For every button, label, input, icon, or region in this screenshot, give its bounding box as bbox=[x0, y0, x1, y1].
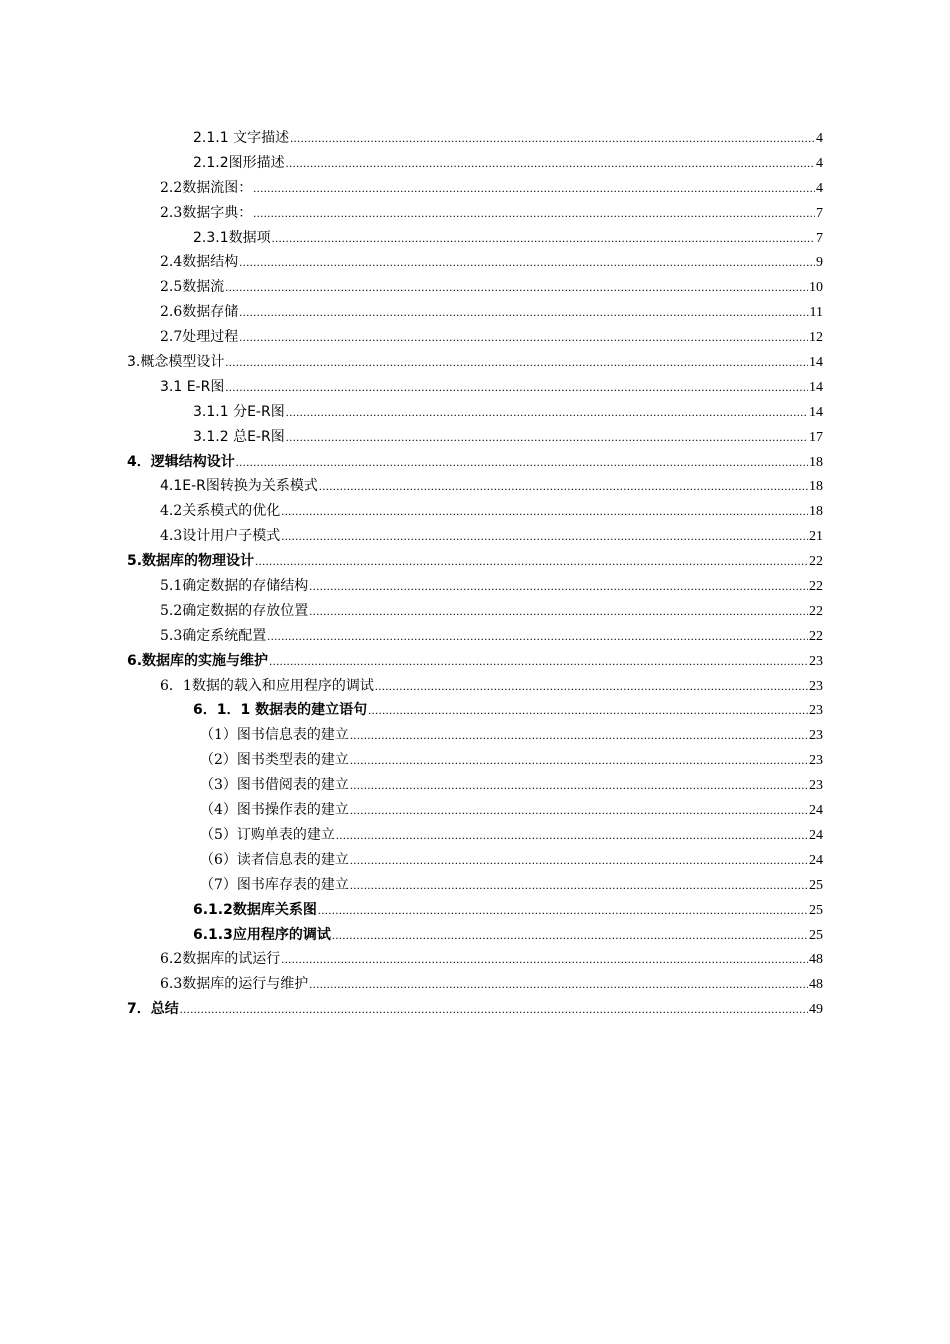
leader-dots bbox=[239, 325, 808, 350]
leader-dots bbox=[267, 624, 808, 649]
leader-dots bbox=[319, 474, 808, 499]
toc-entry-4[interactable] bbox=[0, 450, 950, 475]
toc-entry-page: 14 bbox=[809, 355, 823, 371]
toc-entry-title: 3.1.1 分E-R图 bbox=[193, 403, 285, 420]
leader-dots bbox=[255, 549, 808, 574]
toc-entry-page: 25 bbox=[809, 877, 823, 893]
toc-entry-page: 24 bbox=[809, 827, 823, 843]
leader-dots bbox=[253, 176, 815, 201]
toc-entry-page: 23 bbox=[809, 753, 823, 769]
toc-entry-2-5[interactable] bbox=[0, 275, 950, 300]
toc-entry-title: 5.3确定系统配置 bbox=[160, 627, 267, 644]
toc-entry-page: 18 bbox=[809, 479, 823, 495]
toc-entry-page: 23 bbox=[809, 778, 823, 794]
toc-entry-title: 6.数据库的实施与维护 bbox=[127, 652, 269, 669]
toc-entry-title: （3）图书借阅表的建立 bbox=[200, 777, 349, 794]
toc-entry-page: 22 bbox=[809, 579, 823, 595]
toc-entry-6[interactable] bbox=[0, 649, 950, 674]
leader-dots bbox=[286, 425, 808, 450]
toc-entry-4-2[interactable] bbox=[0, 499, 950, 524]
toc-entry-6-1-1-2[interactable] bbox=[0, 748, 950, 773]
toc-entry-5-2[interactable] bbox=[0, 599, 950, 624]
toc-entry-2-7[interactable] bbox=[0, 325, 950, 350]
leader-dots bbox=[368, 698, 808, 723]
leader-dots bbox=[225, 350, 808, 375]
toc-entry-page: 24 bbox=[809, 803, 823, 819]
toc-entry-6-1-1[interactable] bbox=[0, 698, 950, 723]
toc-entry-title: 4.2关系模式的优化 bbox=[160, 503, 281, 520]
toc-entry-page: 14 bbox=[809, 379, 823, 395]
toc-entry-page: 23 bbox=[809, 703, 823, 719]
toc-entry-3-1-1[interactable] bbox=[0, 400, 950, 425]
toc-entry-page: 4 bbox=[816, 131, 823, 146]
toc-entry-page: 18 bbox=[809, 454, 823, 470]
toc-entry-6-1-1-6[interactable] bbox=[0, 848, 950, 873]
toc-entry-page: 22 bbox=[809, 554, 823, 570]
toc-entry-page: 14 bbox=[809, 404, 823, 420]
toc-entry-page: 48 bbox=[809, 977, 823, 993]
leader-dots bbox=[253, 201, 815, 226]
toc-entry-title: 2.2数据流图： bbox=[160, 179, 253, 196]
toc-entry-title: （7）图书库存表的建立 bbox=[200, 876, 349, 893]
toc-entry-2-1-1[interactable] bbox=[0, 126, 950, 151]
leader-dots bbox=[309, 574, 808, 599]
toc-entry-7[interactable] bbox=[0, 997, 950, 1022]
toc-entry-title: 6．1．1 数据表的建立语句 bbox=[193, 702, 368, 719]
leader-dots bbox=[332, 923, 808, 948]
leader-dots bbox=[309, 972, 808, 997]
toc-entry-5-1[interactable] bbox=[0, 574, 950, 599]
toc-entry-page: 11 bbox=[809, 305, 823, 321]
leader-dots bbox=[290, 126, 815, 151]
leader-dots bbox=[350, 723, 808, 748]
toc-entry-title: 2.5数据流 bbox=[160, 279, 225, 296]
toc-entry-page: 4 bbox=[816, 180, 823, 196]
leader-dots bbox=[272, 226, 815, 251]
table-of-contents bbox=[0, 126, 950, 1022]
leader-dots bbox=[225, 275, 808, 300]
leader-dots bbox=[281, 947, 808, 972]
toc-entry-4-3[interactable] bbox=[0, 524, 950, 549]
toc-entry-title: 2.4数据结构 bbox=[160, 254, 239, 271]
leader-dots bbox=[180, 997, 808, 1022]
toc-entry-6-1-1-1[interactable] bbox=[0, 723, 950, 748]
toc-entry-title: 6．1数据的载入和应用程序的调试 bbox=[160, 677, 374, 694]
toc-entry-title: 2.6数据存储 bbox=[160, 304, 239, 321]
toc-entry-title: 3.1.2 总E-R图 bbox=[193, 428, 285, 445]
toc-entry-page: 48 bbox=[809, 952, 823, 968]
toc-entry-title: 4.1E-R图转换为关系模式 bbox=[160, 478, 318, 495]
toc-entry-page: 23 bbox=[809, 728, 823, 744]
leader-dots bbox=[350, 873, 808, 898]
leader-dots bbox=[225, 375, 808, 400]
leader-dots bbox=[336, 823, 808, 848]
toc-entry-6-2[interactable] bbox=[0, 947, 950, 972]
toc-entry-page: 23 bbox=[809, 653, 823, 669]
leader-dots bbox=[281, 524, 808, 549]
toc-entry-page: 25 bbox=[809, 902, 823, 918]
toc-entry-6-1-2[interactable] bbox=[0, 898, 950, 923]
toc-entry-title: （2）图书类型表的建立 bbox=[200, 752, 349, 769]
toc-entry-page: 18 bbox=[809, 504, 823, 520]
toc-entry-title: 2.1.2图形描述 bbox=[193, 154, 285, 171]
toc-entry-page: 4 bbox=[816, 155, 823, 171]
toc-entry-title: 2.7处理过程 bbox=[160, 329, 239, 346]
toc-entry-title: （4）图书操作表的建立 bbox=[200, 802, 349, 819]
toc-entry-4-1[interactable] bbox=[0, 474, 950, 499]
toc-entry-page: 22 bbox=[809, 603, 823, 619]
leader-dots bbox=[350, 748, 808, 773]
toc-entry-page: 22 bbox=[809, 628, 823, 644]
toc-entry-page: 49 bbox=[809, 1002, 823, 1018]
toc-entry-title: 5.数据库的物理设计 bbox=[127, 553, 255, 570]
leader-dots bbox=[350, 798, 808, 823]
toc-entry-2-4[interactable] bbox=[0, 250, 950, 275]
toc-entry-5[interactable] bbox=[0, 549, 950, 574]
leader-dots bbox=[281, 499, 808, 524]
leader-dots bbox=[269, 649, 808, 674]
toc-entry-title: 2.3数据字典： bbox=[160, 204, 253, 221]
toc-entry-title: 5.1确定数据的存储结构 bbox=[160, 578, 309, 595]
leader-dots bbox=[239, 250, 815, 275]
toc-entry-title: （5）订购单表的建立 bbox=[200, 826, 335, 843]
leader-dots bbox=[239, 300, 808, 325]
toc-entry-page: 7 bbox=[816, 205, 823, 221]
toc-entry-2-2[interactable] bbox=[0, 176, 950, 201]
toc-entry-page: 10 bbox=[809, 280, 823, 296]
toc-entry-title: 6.3数据库的运行与维护 bbox=[160, 976, 309, 993]
toc-entry-2-6[interactable] bbox=[0, 300, 950, 325]
toc-entry-title: （6）读者信息表的建立 bbox=[200, 851, 349, 868]
toc-entry-6-1-1-5[interactable] bbox=[0, 823, 950, 848]
toc-entry-6-1-1-3[interactable] bbox=[0, 773, 950, 798]
leader-dots bbox=[286, 151, 815, 176]
toc-entry-page: 9 bbox=[816, 255, 823, 271]
toc-entry-page: 7 bbox=[816, 230, 823, 246]
toc-entry-title: 2.1.1 文字描述 bbox=[193, 130, 290, 146]
toc-entry-title: 3.1 E-R图 bbox=[160, 378, 225, 395]
leader-dots bbox=[286, 400, 808, 425]
leader-dots bbox=[350, 773, 808, 798]
leader-dots bbox=[350, 848, 808, 873]
leader-dots bbox=[236, 450, 808, 475]
toc-entry-6-3[interactable] bbox=[0, 972, 950, 997]
toc-entry-3[interactable] bbox=[0, 350, 950, 375]
toc-entry-2-3-1[interactable] bbox=[0, 226, 950, 251]
leader-dots bbox=[375, 674, 808, 699]
toc-entry-page: 24 bbox=[809, 852, 823, 868]
leader-dots bbox=[309, 599, 808, 624]
toc-entry-6-1[interactable] bbox=[0, 674, 950, 699]
toc-entry-page: 12 bbox=[809, 330, 823, 346]
toc-entry-page: 21 bbox=[809, 529, 823, 545]
toc-entry-title: 4.3设计用户子模式 bbox=[160, 528, 281, 545]
toc-entry-title: 2.3.1数据项 bbox=[193, 229, 271, 246]
toc-entry-6-1-1-7[interactable] bbox=[0, 873, 950, 898]
toc-entry-page: 25 bbox=[809, 927, 823, 943]
toc-entry-2-1-2[interactable] bbox=[0, 151, 950, 176]
toc-entry-page: 23 bbox=[809, 678, 823, 694]
toc-entry-5-3[interactable] bbox=[0, 624, 950, 649]
toc-entry-title: 5.2确定数据的存放位置 bbox=[160, 602, 309, 619]
toc-entry-2-3[interactable] bbox=[0, 201, 950, 226]
toc-entry-title: 7．总结 bbox=[127, 1001, 179, 1018]
leader-dots bbox=[318, 898, 808, 923]
toc-entry-title: 3.概念模型设计 bbox=[127, 354, 225, 371]
toc-entry-6-1-3[interactable] bbox=[0, 923, 950, 948]
toc-entry-3-1[interactable] bbox=[0, 375, 950, 400]
toc-entry-title: 6.1.3应用程序的调试 bbox=[193, 926, 331, 943]
toc-entry-title: 4．逻辑结构设计 bbox=[127, 453, 235, 470]
toc-entry-title: 6.1.2数据库关系图 bbox=[193, 901, 317, 918]
toc-entry-title: （1）图书信息表的建立 bbox=[200, 727, 349, 744]
toc-entry-title: 6.2数据库的试运行 bbox=[160, 951, 281, 968]
toc-entry-6-1-1-4[interactable] bbox=[0, 798, 950, 823]
toc-entry-3-1-2[interactable] bbox=[0, 425, 950, 450]
toc-entry-page: 17 bbox=[809, 429, 823, 445]
